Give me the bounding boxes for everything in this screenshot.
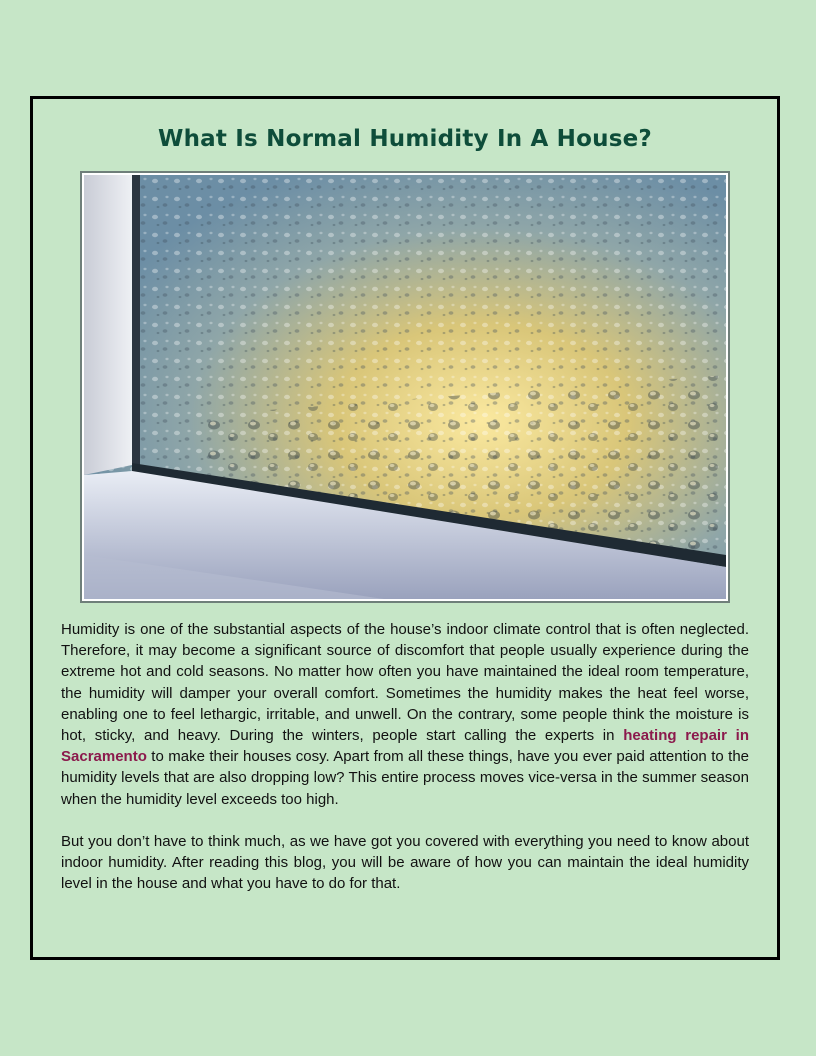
heating-repair-link[interactable]: heating repair in Sacramento <box>61 727 749 766</box>
paragraph-intro <box>61 619 749 810</box>
page-title: What Is Normal Humidity In A House? <box>158 126 652 152</box>
paragraph-closing: But you don’t have to think much, as we have got you covered with everything you need to know about indoor humidity. After reading this blog, you will be aware of how you can maintain the ideal humidity level in the house and what you have to do for that. <box>61 832 749 893</box>
content-frame <box>30 96 780 960</box>
paragraph-intro-text-after-link: to make their houses cosy. Apart from all these things, have you ever paid attention to the humidity levels that are also dropping low? This entire process moves vice-versa in the summer season when the humidity level exceeds too high. <box>61 748 749 808</box>
paragraph-intro-text-before-link: Humidity is one of the substantial aspects of the house’s indoor climate control that is often neglected. Therefore, it may become a significant source of discomfort that people usually experience during the extreme hot and cold seasons. No matter how often you have maintained the ideal room temperature, the humidity will damper your overall comfort. Sometimes the humidity makes the heat feel worse, enabling one to feel lethargic, irritable, and unwell. On the contrary, some people think the moisture is hot, sticky, and heavy. During the winters, people start calling the experts in <box>61 621 749 745</box>
article-image <box>80 171 730 603</box>
condensation-window-photo <box>84 175 726 599</box>
article-body <box>61 619 749 915</box>
